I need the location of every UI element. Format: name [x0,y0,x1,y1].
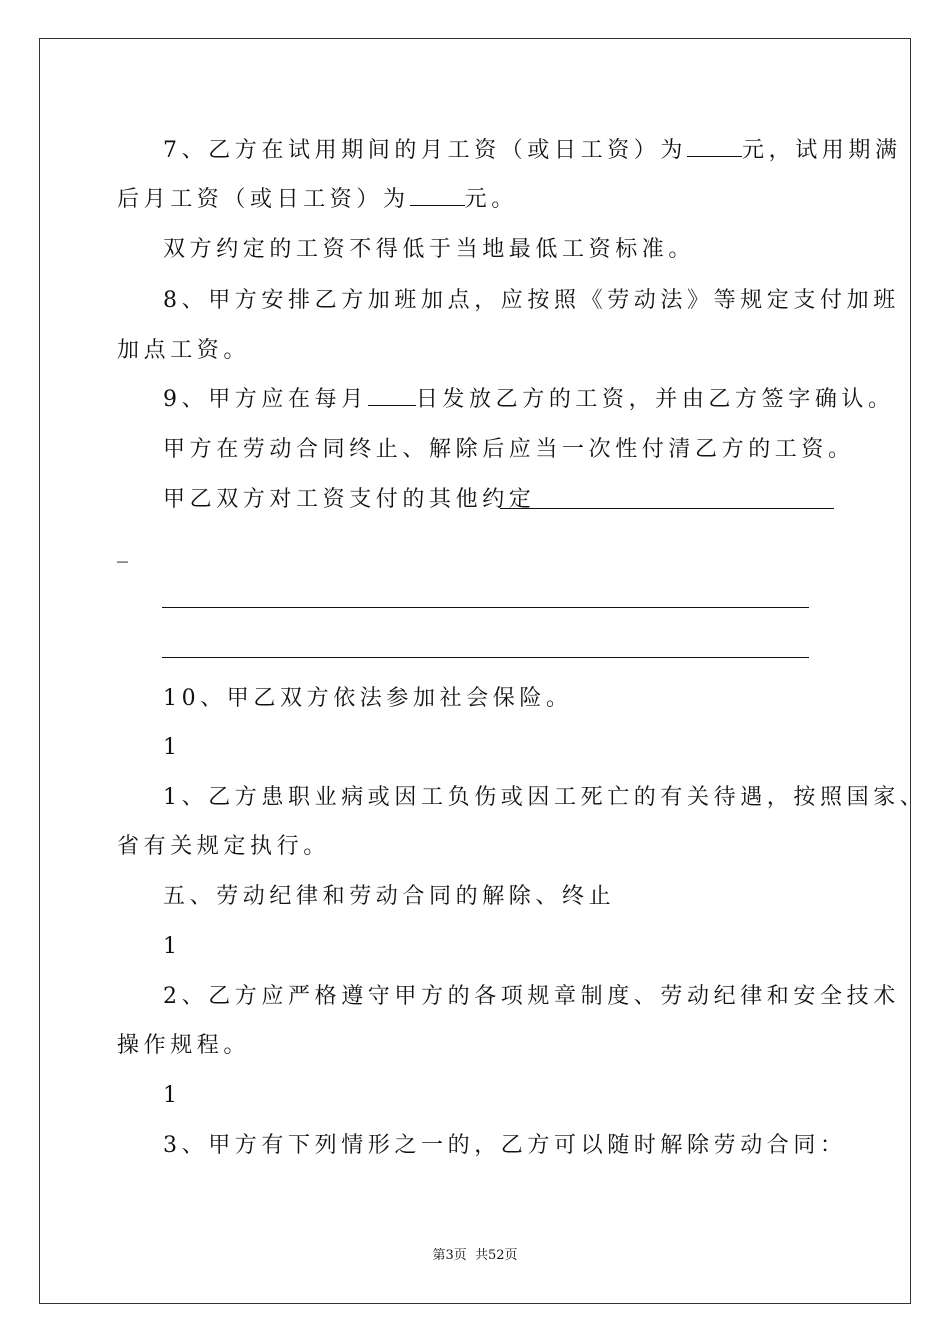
text-line [163,385,895,415]
text-segment: 后月工资（或日工资）为 [117,187,410,212]
text-line: 1 [163,934,182,959]
page-number: 第3页 [432,1248,467,1263]
fill-blank [368,385,416,406]
fill-blank [410,185,465,206]
text-line: 双方约定的工资不得低于当地最低工资标准。 [163,237,696,262]
text-line: 1 [163,735,182,760]
page-footer [0,1247,950,1265]
text-segment: 9、甲方应在每月 [163,387,368,412]
page-total: 共52页 [474,1248,518,1263]
text-line: 2、乙方应严格遵守甲方的各项规章制度、劳动纪律和安全技术 [163,984,900,1009]
fill-line [500,508,834,509]
fill-line [162,607,809,608]
text-segment: 7、乙方在试用期间的月工资（或日工资）为 [163,138,687,163]
text-line: _ [117,538,133,563]
text-segment: 日发放乙方的工资，并由乙方签字确认。 [415,387,895,412]
text-line: 1、乙方患职业病或因工负伤或因工死亡的有关待遇，按照国家、 [163,785,927,810]
text-segment: 元。 [464,187,518,212]
fill-blank [687,136,742,157]
text-line: 操作规程。 [117,1033,251,1058]
text-line: 1 [163,1083,182,1108]
text-line: 五、劳动纪律和劳动合同的解除、终止 [163,884,616,909]
text-line: 加点工资。 [117,338,251,363]
text-line: 甲乙双方对工资支付的其他约定 [163,487,536,512]
text-segment: 元，试用期满 [742,138,902,163]
text-line [117,185,518,215]
text-line [163,136,902,166]
text-line: 甲方在劳动合同终止、解除后应当一次性付清乙方的工资。 [163,437,855,462]
text-line: 8、甲方安排乙方加班加点，应按照《劳动法》等规定支付加班 [163,288,900,313]
text-line: 省有关规定执行。 [117,834,330,859]
fill-line [162,657,809,658]
text-line: 3、甲方有下列情形之一的，乙方可以随时解除劳动合同： [163,1133,847,1158]
page-border [39,38,911,1304]
text-line: 10、甲乙双方依法参加社会保险。 [163,686,573,711]
